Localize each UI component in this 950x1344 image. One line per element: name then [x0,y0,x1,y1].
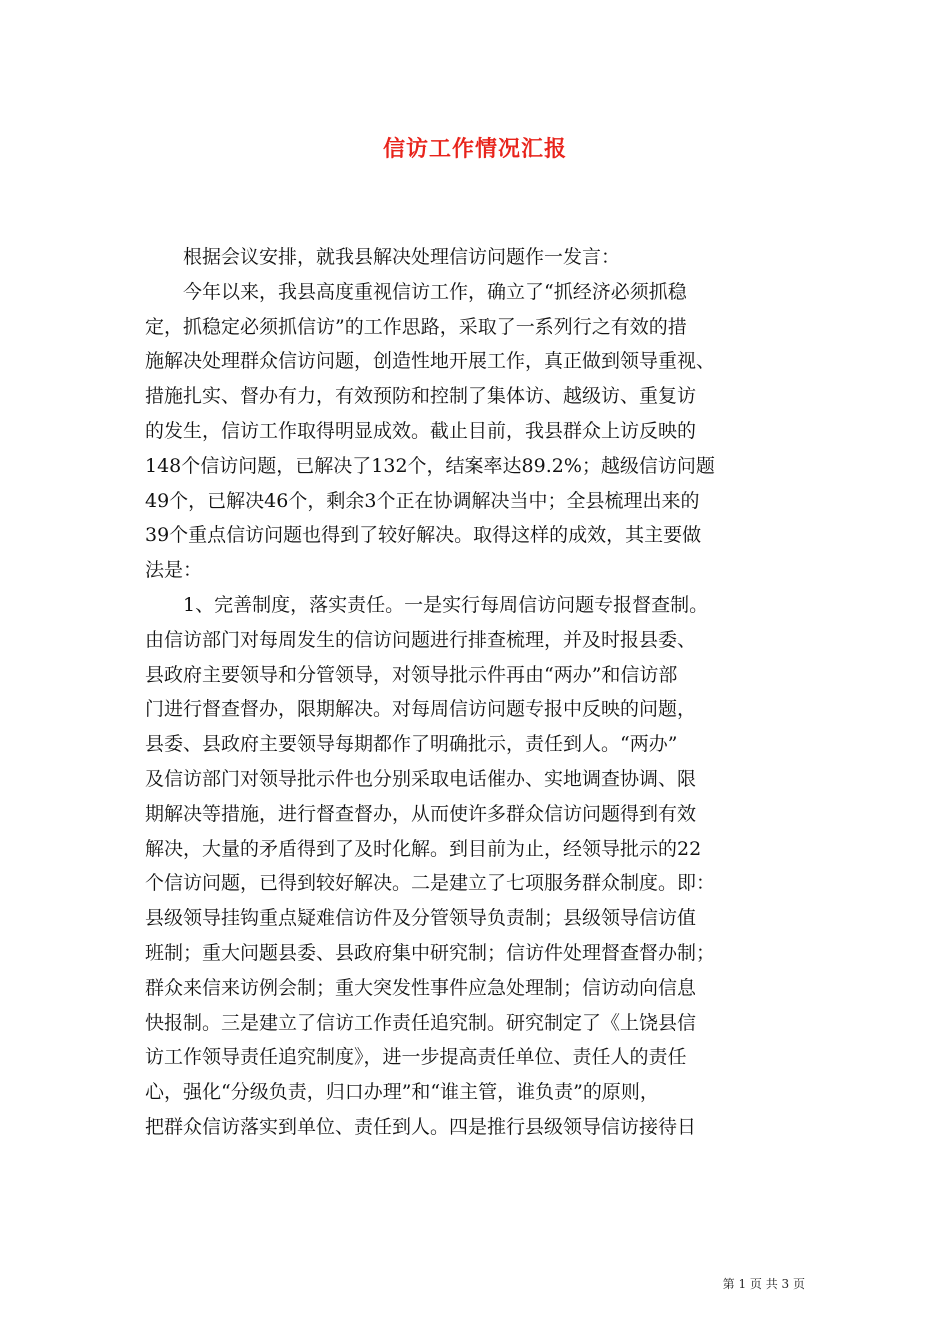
body-line: 县委、县政府主要领导每期都作了明确批示，责任到人。“两办” [145,733,678,756]
body-line: 群众来信来访例会制；重大突发性事件应急处理制；信访动向信息 [145,976,697,999]
body-line: 39个重点信访问题也得到了较好解决。取得这样的成效，其主要做 [145,524,702,547]
body-line: 的发生，信访工作取得明显成效。截止目前，我县群众上访反映的 [145,419,697,442]
document-body [145,240,810,1145]
body-line: 县政府主要领导和分管领导，对领导批示件再由“两办”和信访部 [145,663,678,686]
body-line: 把群众信访落实到单位、责任到人。四是推行县级领导信访接待日 [145,1115,697,1138]
body-line: 定，抓稳定必须抓信访”的工作思路，采取了一系列行之有效的措 [145,315,687,338]
body-line: 1、完善制度，落实责任。一是实行每周信访问题专报督查制。 [145,593,709,616]
body-line: 根据会议安排，就我县解决处理信访问题作一发言： [145,246,621,268]
page-number-footer: 第 1 页 共 3 页 [722,1277,805,1291]
body-line: 访工作领导责任追究制度》，进一步提高责任单位、责任人的责任 [145,1046,687,1069]
body-line: 心，强化“分级负责，归口办理”和“谁主管，谁负责”的原则， [145,1081,659,1104]
body-line: 门进行督查督办，限期解决。对每周信访问题专报中反映的问题， [145,698,697,721]
body-line: 班制；重大问题县委、县政府集中研究制；信访件处理督查督办制； [145,941,716,964]
body-line: 县级领导挂钩重点疑难信访件及分管领导负责制；县级领导信访值 [145,907,697,930]
body-line: 49个，已解决46个，剩余3个正在协调解决当中；全县梳理出来的 [145,489,700,512]
body-line: 法是： [145,559,203,582]
body-line: 及信访部门对领导批示件也分别采取电话催办、实地调查协调、限 [145,767,697,790]
body-line: 今年以来，我县高度重视信访工作，确立了“抓经济必须抓稳 [145,280,687,303]
body-line: 由信访部门对每周发生的信访问题进行排查梳理，并及时报县委、 [145,628,697,651]
body-line: 施解决处理群众信访问题，创造性地开展工作，真正做到领导重视、 [145,350,716,373]
body-line: 解决，大量的矛盾得到了及时化解。到目前为止，经领导批示的22 [145,837,702,860]
body-line: 快报制。三是建立了信访工作责任追究制。研究制定了《上饶县信 [145,1011,697,1034]
document-title: 信访工作情况汇报 [382,137,567,162]
body-line: 措施扎实、督办有力，有效预防和控制了集体访、越级访、重复访 [145,385,697,408]
body-line: 个信访问题，已得到较好解决。二是建立了七项服务群众制度。即： [145,872,716,895]
body-line: 期解决等措施，进行督查督办，从而使许多群众信访问题得到有效 [145,802,697,825]
body-line: 148个信访问题，已解决了132个，结案率达89.2%；越级信访问题 [145,454,715,477]
